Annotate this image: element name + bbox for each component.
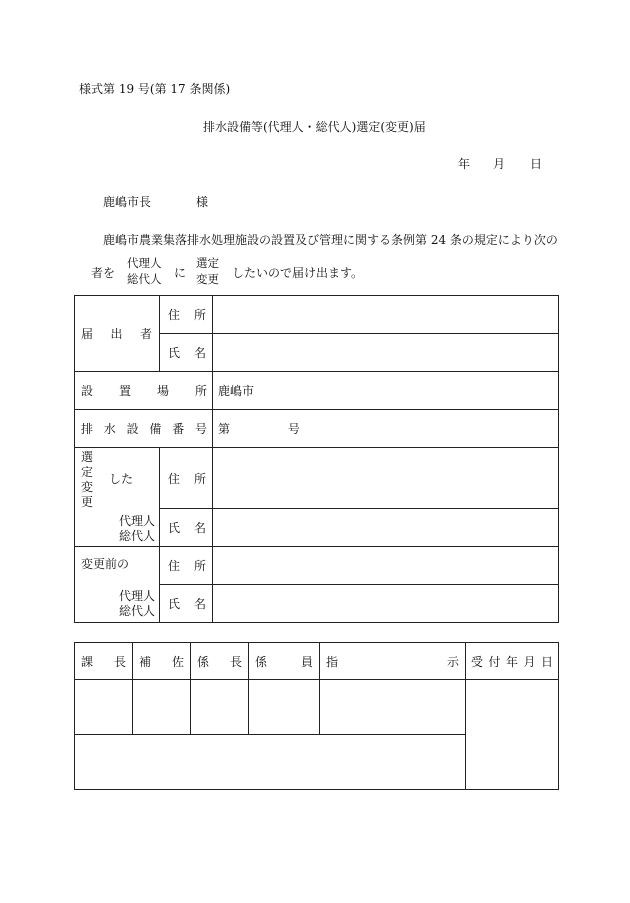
previous-name-label xyxy=(160,585,213,623)
agent-option-1: 代理人 xyxy=(119,589,156,603)
label-char: 指 xyxy=(326,654,339,669)
label-char: 選 xyxy=(81,450,94,464)
previous-name-field[interactable] xyxy=(213,585,559,623)
drainage-number-label xyxy=(75,410,213,448)
header-subsection-chief xyxy=(191,643,249,680)
location-field[interactable] xyxy=(213,372,559,410)
date-day-label: 日 xyxy=(530,157,543,171)
selected-agent-label-cell xyxy=(75,448,160,547)
header-received-date xyxy=(466,643,559,680)
label-char: 員 xyxy=(300,654,313,669)
selected-shita: した xyxy=(109,472,134,486)
body-text: 鹿嶋市農業集落排水処理施設の設置及び管理に関する条例第 24 条の規定により次の xyxy=(103,233,558,247)
header-staff xyxy=(249,643,320,680)
label-char: 置 xyxy=(118,384,131,398)
location-value: 鹿嶋市 xyxy=(218,384,255,398)
agent-choice xyxy=(127,256,162,287)
applicant-name-field[interactable] xyxy=(213,334,559,372)
label-char: 変 xyxy=(81,480,94,494)
applicant-name-label xyxy=(160,334,213,372)
label-char: 所 xyxy=(193,471,206,486)
applicant-label-char: 届 xyxy=(81,327,94,341)
action-option-1: 選定 xyxy=(196,256,219,270)
label-char: 係 xyxy=(197,654,210,669)
label-char: 所 xyxy=(193,308,206,322)
action-choice xyxy=(196,256,219,287)
action-option-2: 変更 xyxy=(196,271,219,286)
label-char: 名 xyxy=(193,521,206,535)
label-char: 場 xyxy=(156,384,169,398)
label-char: 名 xyxy=(193,346,206,360)
addressee-honorific: 様 xyxy=(196,195,209,209)
label-char: 係 xyxy=(255,654,268,669)
date-year-label: 年 xyxy=(458,157,471,171)
label-char: 定 xyxy=(81,465,94,479)
header-section-chief xyxy=(75,643,133,680)
agent-option-2: 総代人 xyxy=(119,529,156,543)
label-char: 水 xyxy=(103,422,116,436)
label-char: 氏 xyxy=(168,346,181,360)
stamp-instruction[interactable] xyxy=(320,680,466,735)
form-number: 様式第 19 号(第 17 条関係) xyxy=(79,82,231,96)
stamp-assistant[interactable] xyxy=(133,680,191,735)
selected-agent-kind xyxy=(119,514,155,544)
stamp-staff[interactable] xyxy=(249,680,320,735)
applicant-address-label xyxy=(160,296,213,334)
label-char: 付 xyxy=(488,654,501,669)
agent-option-1: 代理人 xyxy=(119,514,156,528)
label-char: 示 xyxy=(446,654,459,669)
label-char: 日 xyxy=(540,654,553,669)
applicant-address-field[interactable] xyxy=(213,296,559,334)
label-char: 住 xyxy=(168,559,181,573)
number-suffix: 号 xyxy=(287,422,300,436)
date-month-label: 月 xyxy=(493,157,506,171)
previous-address-field[interactable] xyxy=(213,547,559,585)
location-label xyxy=(75,372,213,410)
addressee-name: 鹿嶋市長 xyxy=(103,195,152,209)
label-char: 排 xyxy=(81,422,94,436)
previous-address-label xyxy=(160,547,213,585)
number-prefix: 第 xyxy=(218,422,231,436)
label-char: 補 xyxy=(139,654,152,669)
label-char: 受 xyxy=(471,654,484,669)
label-char: 氏 xyxy=(168,521,181,535)
previous-agent-label-cell xyxy=(75,547,160,623)
selected-address-field[interactable] xyxy=(213,448,559,509)
label-char: 課 xyxy=(81,654,94,669)
label-char: 番 xyxy=(172,422,185,436)
previous-agent-kind xyxy=(119,589,155,619)
label-char: 設 xyxy=(126,422,139,436)
label-char: 長 xyxy=(113,654,126,669)
label-char: 備 xyxy=(149,422,162,436)
label-char: 名 xyxy=(193,597,206,611)
label-char: 長 xyxy=(229,654,242,669)
agent-option-2: 総代人 xyxy=(119,604,156,618)
applicant-label-char: 者 xyxy=(139,327,152,341)
label-char: 月 xyxy=(523,654,536,669)
label-char: 住 xyxy=(168,471,181,486)
applicant-label-char: 出 xyxy=(110,327,123,341)
label-char: 年 xyxy=(505,654,518,669)
stamp-section-chief[interactable] xyxy=(75,680,133,735)
stamp-subsection-chief[interactable] xyxy=(191,680,249,735)
line2-suffix: したいので届け出ます。 xyxy=(232,266,364,280)
line2-particle: に xyxy=(174,266,187,280)
label-char: 住 xyxy=(168,308,181,322)
selected-name-field[interactable] xyxy=(213,509,559,547)
document-title: 排水設備等(代理人・総代人)選定(変更)届 xyxy=(203,120,426,134)
applicant-label-cell xyxy=(75,296,160,372)
remarks-area[interactable] xyxy=(75,735,466,790)
selected-changed-chars xyxy=(81,450,93,510)
drainage-number-field[interactable] xyxy=(213,410,559,448)
label-char: 設 xyxy=(81,384,94,398)
main-form-table xyxy=(74,295,559,623)
label-char: 号 xyxy=(194,422,207,436)
label-char: 所 xyxy=(194,384,207,398)
agent-option-1: 代理人 xyxy=(127,256,162,270)
header-instruction xyxy=(320,643,466,680)
selected-name-label xyxy=(160,509,213,547)
label-char: 更 xyxy=(81,495,94,509)
agent-option-2: 総代人 xyxy=(127,271,162,286)
previous-label: 変更前の xyxy=(81,557,130,571)
line2-prefix: 者を xyxy=(91,266,116,280)
office-use-table xyxy=(74,642,559,790)
label-char: 氏 xyxy=(168,597,181,611)
label-char: 所 xyxy=(193,559,206,573)
selected-address-label xyxy=(160,448,213,509)
label-char: 佐 xyxy=(171,654,184,669)
received-date-stamp[interactable] xyxy=(466,680,559,790)
header-assistant xyxy=(133,643,191,680)
